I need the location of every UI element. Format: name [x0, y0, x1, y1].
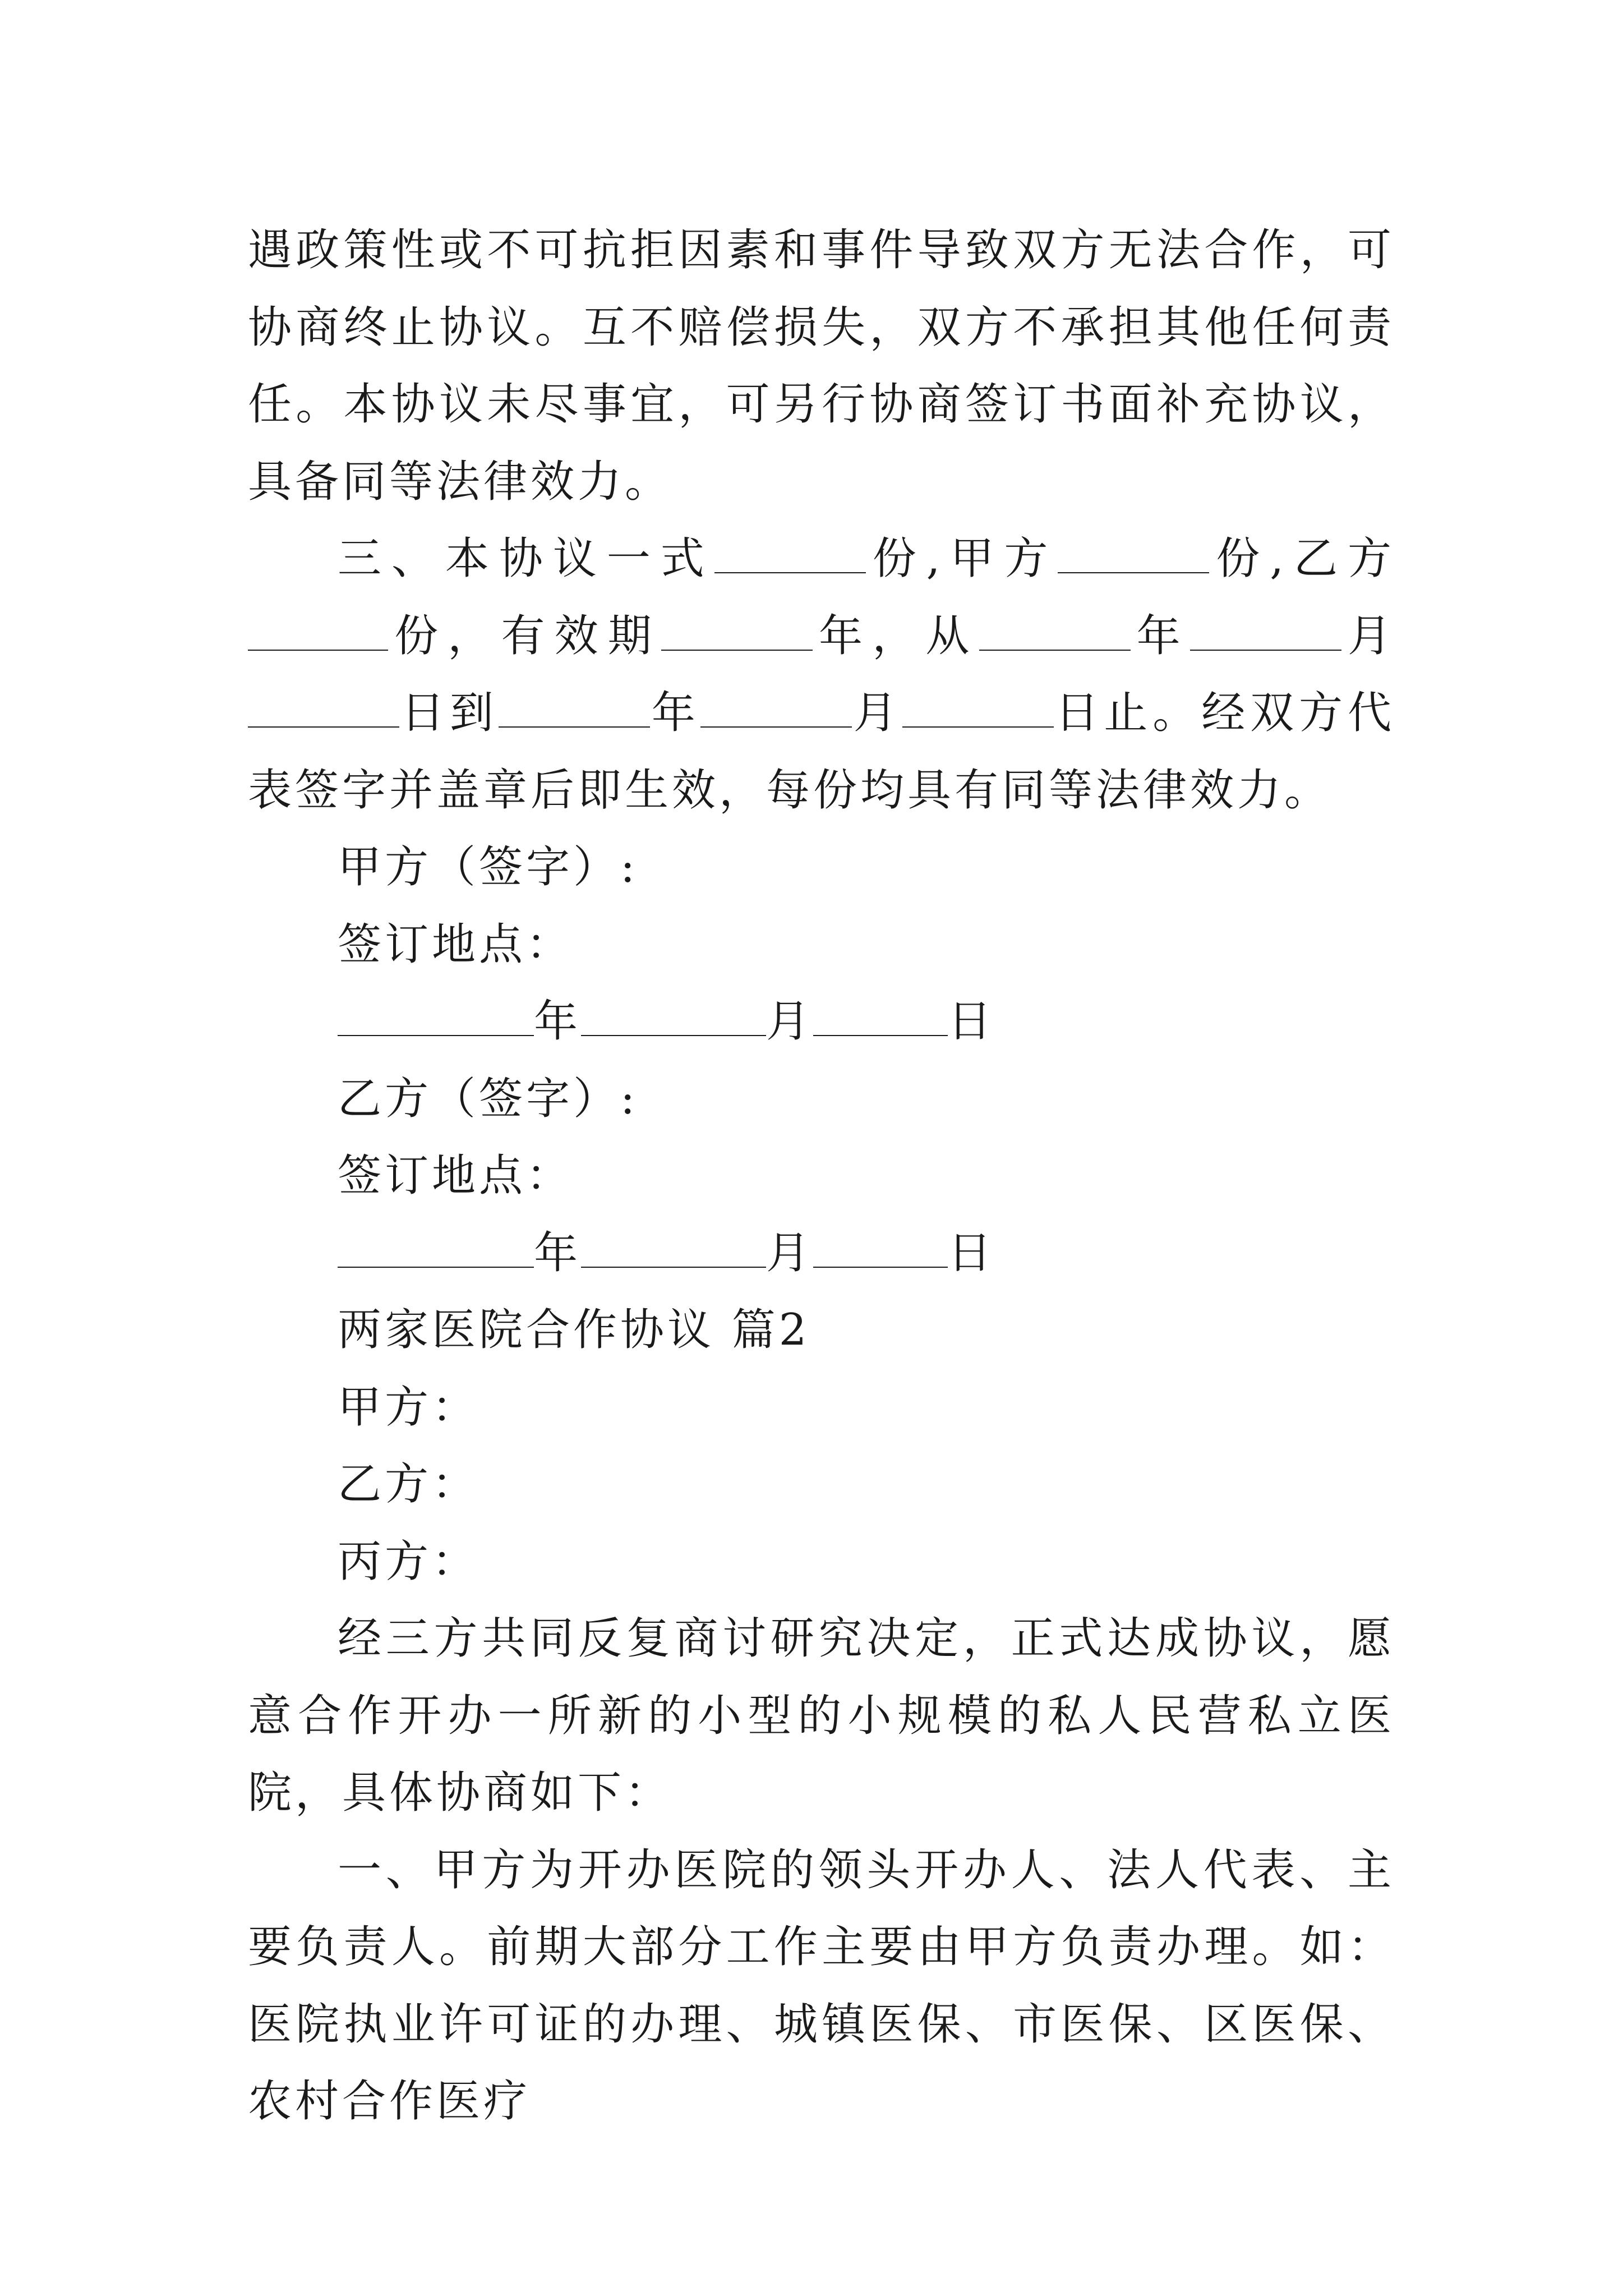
- party-b-place-label: 签订地点：: [338, 1151, 574, 1201]
- section2-party-a: 甲方：: [338, 1382, 479, 1433]
- text-fragment: 份,甲方: [865, 533, 1058, 584]
- blank-end-year: [499, 692, 650, 728]
- party-a-date-line: [248, 983, 1395, 1061]
- blank-party-b-month: [581, 1232, 766, 1268]
- blank-validity-years: [661, 615, 813, 651]
- text-fragment: 份,乙方: [1209, 533, 1395, 584]
- blank-party-a-month: [581, 1000, 766, 1036]
- month-label: 月: [766, 996, 814, 1047]
- blank-total-copies: [714, 537, 866, 573]
- text-fragment: 年: [649, 688, 700, 738]
- blank-start-year: [979, 615, 1131, 651]
- blank-end-month: [700, 692, 852, 728]
- month-label: 月: [766, 1227, 814, 1278]
- text-fragment: 月: [1341, 610, 1395, 661]
- blank-party-a-copies: [1058, 537, 1209, 573]
- blank-end-day: [902, 692, 1054, 728]
- text-fragment: 日止。经双方代表签字并盖章后即生效，每份均具有同等法律效力。: [248, 688, 1395, 816]
- party-b-date-line: [248, 1215, 1395, 1292]
- blank-party-b-copies: [248, 615, 388, 651]
- blank-start-day: [248, 692, 399, 728]
- blank-start-month: [1190, 615, 1341, 651]
- year-label: 年: [534, 1227, 582, 1278]
- day-label: 日: [948, 996, 995, 1047]
- text-fragment: 三、本协议一式: [338, 533, 714, 584]
- blank-party-a-day: [813, 1000, 948, 1036]
- text-fragment: 年: [1130, 610, 1190, 661]
- text-fragment: 年，从: [812, 610, 979, 661]
- section2-heading: 两家医院合作协议 篇2: [338, 1305, 810, 1355]
- year-label: 年: [534, 996, 582, 1047]
- section2-party-b: 乙方：: [338, 1459, 479, 1510]
- section2-party-c: 丙方：: [338, 1536, 479, 1587]
- text-fragment: 月: [851, 688, 902, 738]
- blank-party-b-year: [338, 1232, 534, 1268]
- party-b-sign-label: 乙方（签字）:: [338, 1073, 639, 1124]
- text-fragment: 份，有效期: [388, 610, 661, 661]
- section2-clause-1: 一、甲方为开办医院的领头开办人、法人代表、主要负责人。前期大部分工作主要由甲方负责办理。如：医院执业许可证的办理、城镇医保、市医保、区医保、农村合作医疗: [248, 1844, 1395, 2127]
- paragraph-copies-validity: [248, 521, 1395, 829]
- blank-party-b-day: [813, 1232, 948, 1268]
- blank-party-a-year: [338, 1000, 534, 1036]
- text-fragment: 日到: [399, 688, 499, 738]
- party-a-sign-label: 甲方（签字）:: [338, 842, 639, 892]
- section2-intro: 经三方共同反复商讨研究决定，正式达成协议，愿意合作开办一所新的小型的小规模的私人民营私立医院，具体协商如下：: [248, 1613, 1395, 1818]
- document-body: [248, 212, 1395, 2141]
- paragraph-termination: 遇政策性或不可抗拒因素和事件导致双方无法合作，可协商终止协议。互不赔偿损失，双方不承担其他任何责任。本协议未尽事宜，可另行协商签订书面补充协议，具备同等法律效力。: [248, 225, 1395, 507]
- day-label: 日: [948, 1227, 995, 1278]
- party-a-place-label: 签订地点：: [338, 919, 574, 970]
